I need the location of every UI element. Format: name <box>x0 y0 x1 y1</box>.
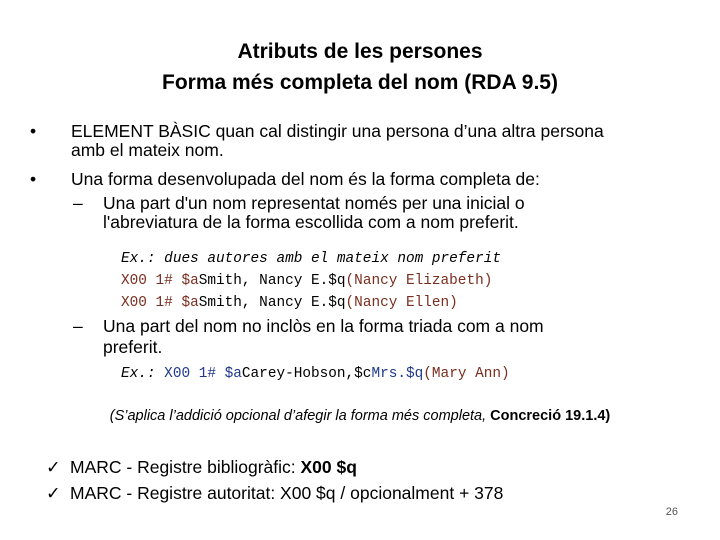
sub-bullet-line-2: preferit. <box>103 337 163 357</box>
title-line-1: Atributs de les persones <box>237 40 483 63</box>
example-marc-line-1: X00 1# $aSmith, Nancy E.$q(Nancy Elizabeth) <box>121 273 493 289</box>
optional-addition-note: (S’aplica l’addició opcional d’afegir la forma més completa, Concreció 19.1.4) <box>109 408 611 424</box>
check-item-autoritat: ✓ MARC - Registre autoritat: X00 $q / opcionalment + 378 <box>46 483 504 503</box>
sub-bullet-line-2: l'abreviatura de la forma escollida com a nom preferit. <box>103 212 519 232</box>
sub-bullet-line-1: Una part d'un nom representat només per una inicial o <box>103 193 525 213</box>
example-heading: Ex.: dues autores amb el mateix nom preferit <box>121 251 501 267</box>
bullet-text: quan cal distingir una persona d’una altra persona <box>210 121 604 141</box>
concrecio-reference: Concreció 19.1.4) <box>490 408 611 424</box>
bullet-dot-icon: • <box>30 169 37 189</box>
slide-title <box>0 36 720 98</box>
dash-icon: – <box>73 193 83 213</box>
title-line-2: Forma més completa del nom (RDA 9.5) <box>162 71 558 94</box>
check-item-bibliografic: ✓ MARC - Registre bibliogràfic: X00 $q <box>46 457 357 477</box>
bullet-dot-icon: • <box>30 121 37 141</box>
checkmark-icon: ✓ <box>46 483 61 503</box>
checkmark-icon: ✓ <box>46 457 61 477</box>
example-marc-line-2: X00 1# $aSmith, Nancy E.$q(Nancy Ellen) <box>121 295 458 311</box>
dash-icon: – <box>73 316 83 336</box>
example-marc-line-3: Ex.: X00 1# $aCarey-Hobson,$cMrs.$q(Mary Ann) <box>121 366 510 382</box>
bullet-text-continued: amb el mateix nom. <box>71 140 224 160</box>
bullet-text: Una forma desenvolupada del nom és la forma completa de: <box>71 169 540 189</box>
element-basic-label: ELEMENT BÀSIC <box>71 121 211 141</box>
sub-bullet-line-1: Una part del nom no inclòs en la forma triada com a nom <box>103 316 544 336</box>
page-number: 26 <box>665 506 678 518</box>
